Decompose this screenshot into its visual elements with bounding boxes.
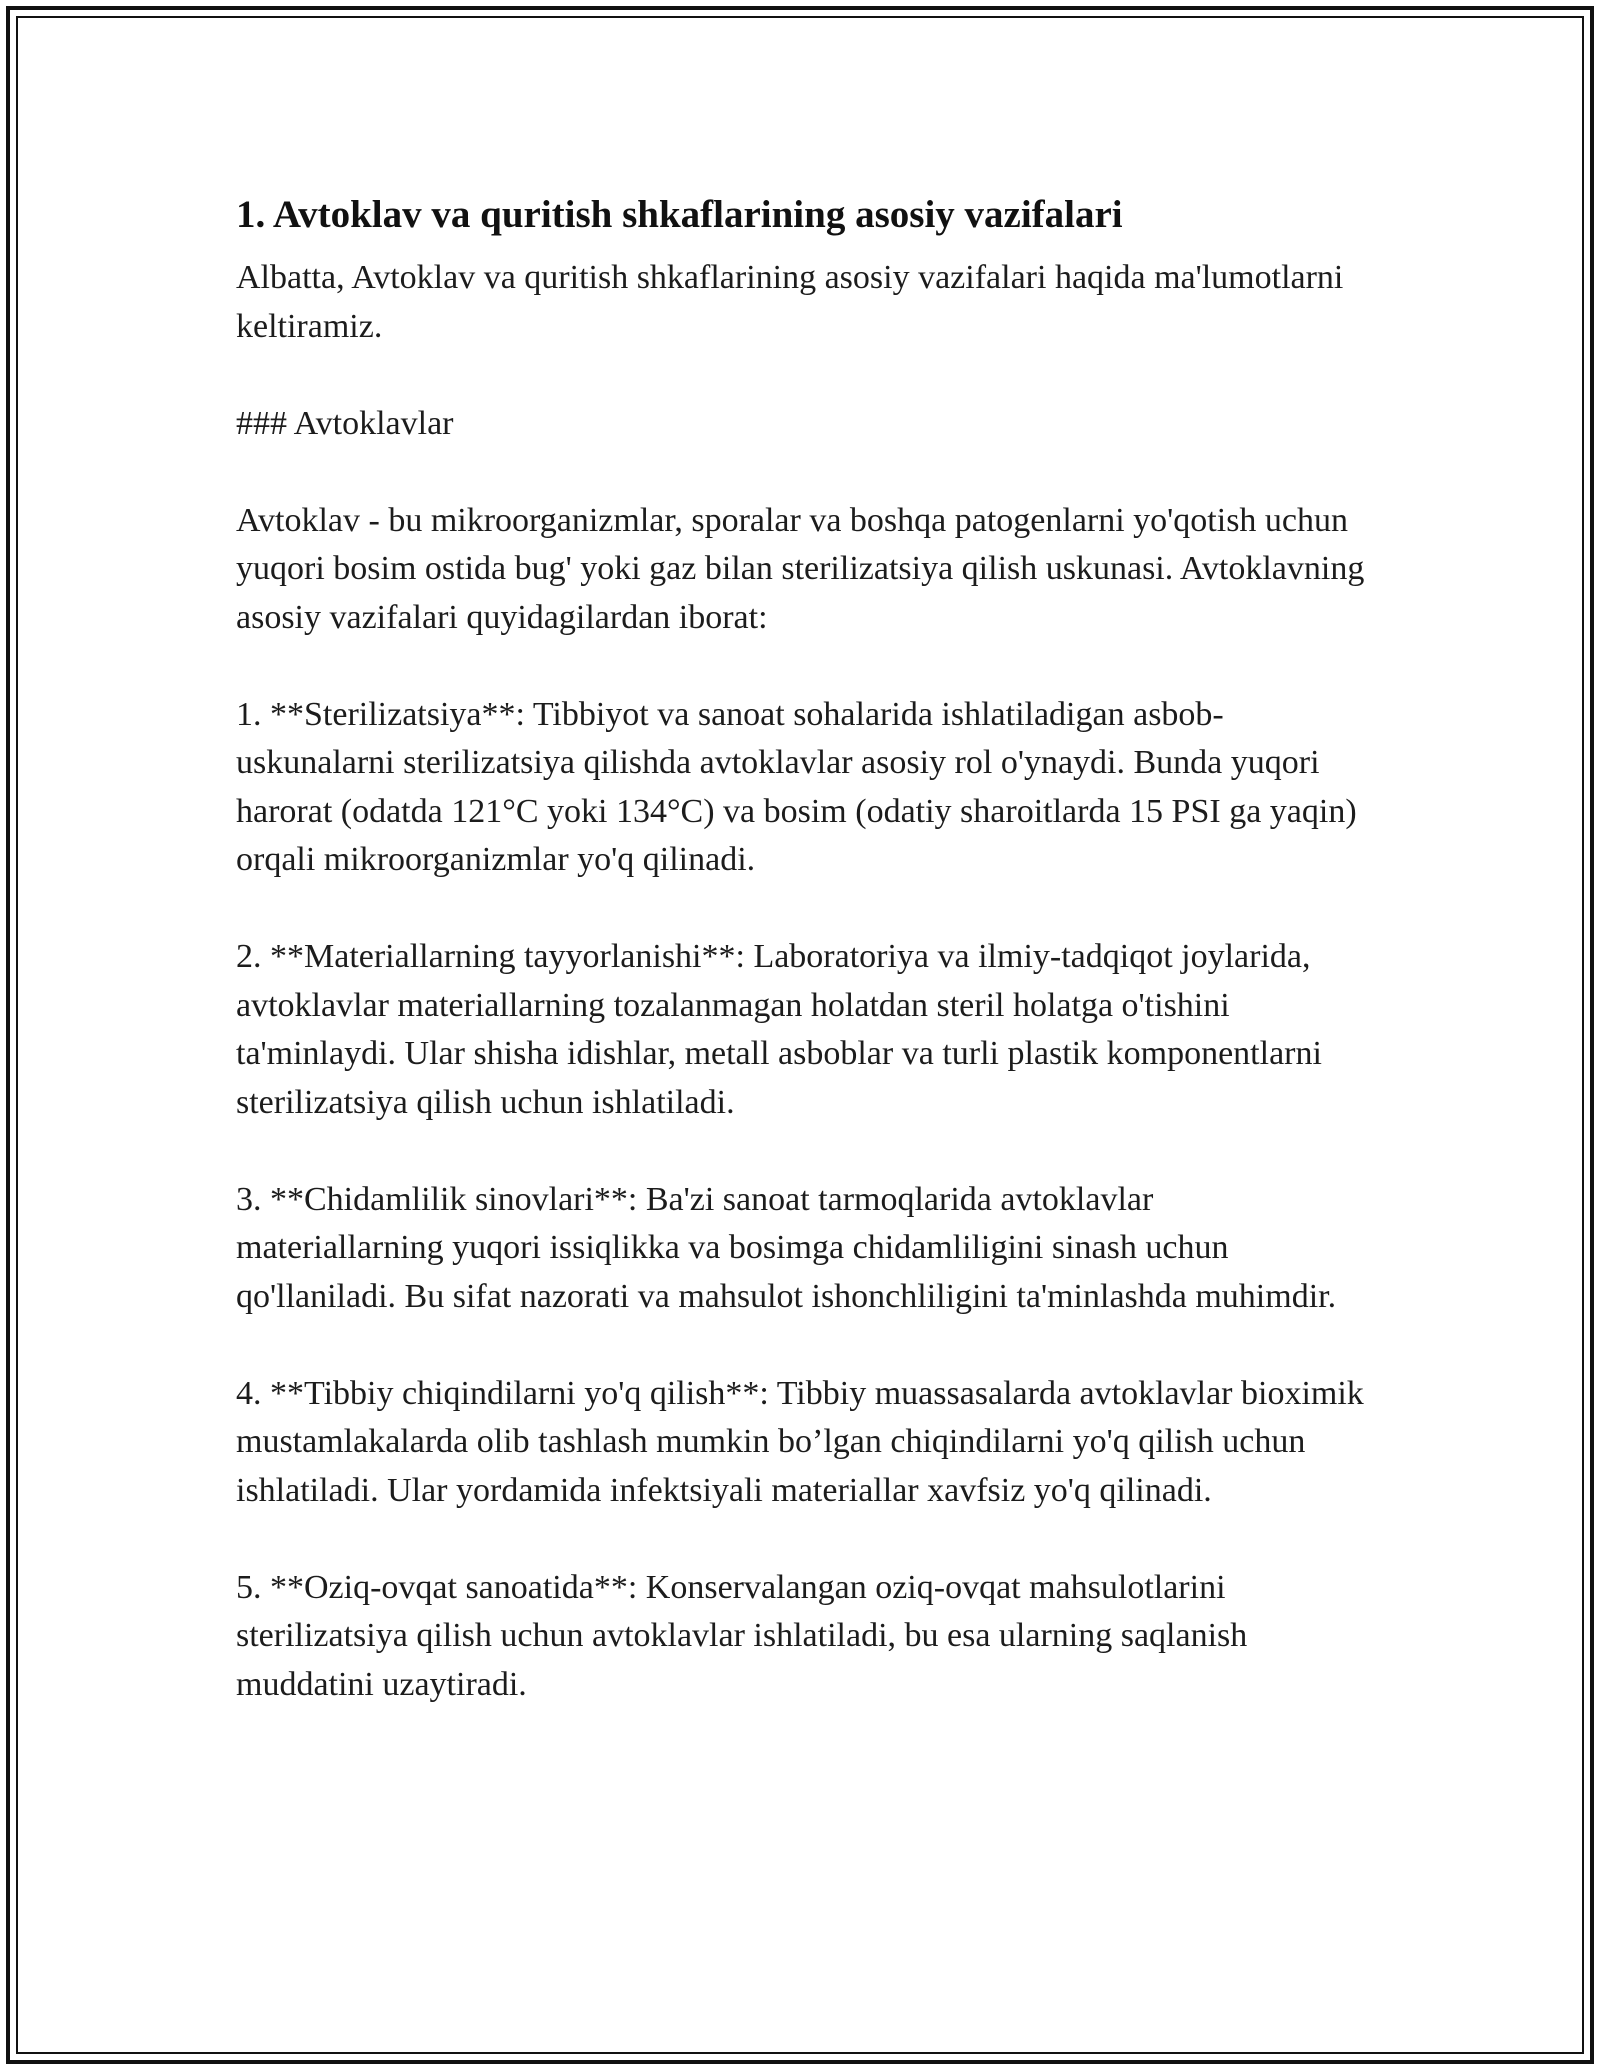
list-item: 4. **Tibbiy chiqindilarni yo'q qilish**: Tibbiy muassasalarda avtoklavlar bioximik mustamlakalarda olib tashlash mumkin bo’lgan chiqindilarni yo'q qilish uchun ishlatiladi. Ular yordamida infektsiyali materiallar xavfsiz yo'q qilinadi. [236,1374,1364,1509]
list-item: 2. **Materiallarning tayyorlanishi**: Laboratoriya va ilmiy-tadqiqot joylarida, avtoklavlar materiallarning tozalanmagan holatdan steril holatga o'tishini ta'minlaydi. Ular shisha idishlar, metall asboblar va turli plastik komponentlarni sterilizatsiya qilish uchun ishlatiladi. [236,938,1322,1121]
intro-paragraph: Albatta, Avtoklav va quritish shkaflarining asosiy vazifalari haqida ma'lumotlarni keltiramiz. [236,259,1344,345]
list-item: 5. **Oziq-ovqat sanoatida**: Konservalangan oziq-ovqat mahsulotlarini sterilizatsiya qilish uchun avtoklavlar ishlatiladi, bu esa ularning saqlanish muddatini uzaytiradi. [236,1568,1248,1703]
section-heading: ### Avtoklavlar [236,404,454,442]
list-item: 1. **Sterilizatsiya**: Tibbiyot va sanoat sohalarida ishlatiladigan asbob-uskunalarni sterilizatsiya qilishda avtoklavlar asosiy rol o'ynaydi. Bunda yuqori harorat (odatda 121°C yoki 134°C) va bosim (odatiy sharoitlarda 15 PSI ga yaqin) orqali mikroorganizmlar yo'q qilinadi. [236,695,1357,878]
document-body [236,184,1366,1709]
document-title: 1. Avtoklav va quritish shkaflarining asosiy vazifalari [236,193,1123,236]
section-intro-paragraph: Avtoklav - bu mikroorganizmlar, sporalar va boshqa patogenlarni yo'qotish uchun yuqori bosim ostida bug' yoki gaz bilan sterilizatsiya qilish uskunasi. Avtoklavning asosiy vazifalari quyidagilardan iborat: [236,501,1365,636]
list-item: 3. **Chidamlilik sinovlari**: Ba'zi sanoat tarmoqlarida avtoklavlar materiallarning yuqori issiqlikka va bosimga chidamliligini sinash uchun qo'llaniladi. Bu sifat nazorati va mahsulot ishonchliligini ta'minlashda muhimdir. [236,1180,1337,1315]
